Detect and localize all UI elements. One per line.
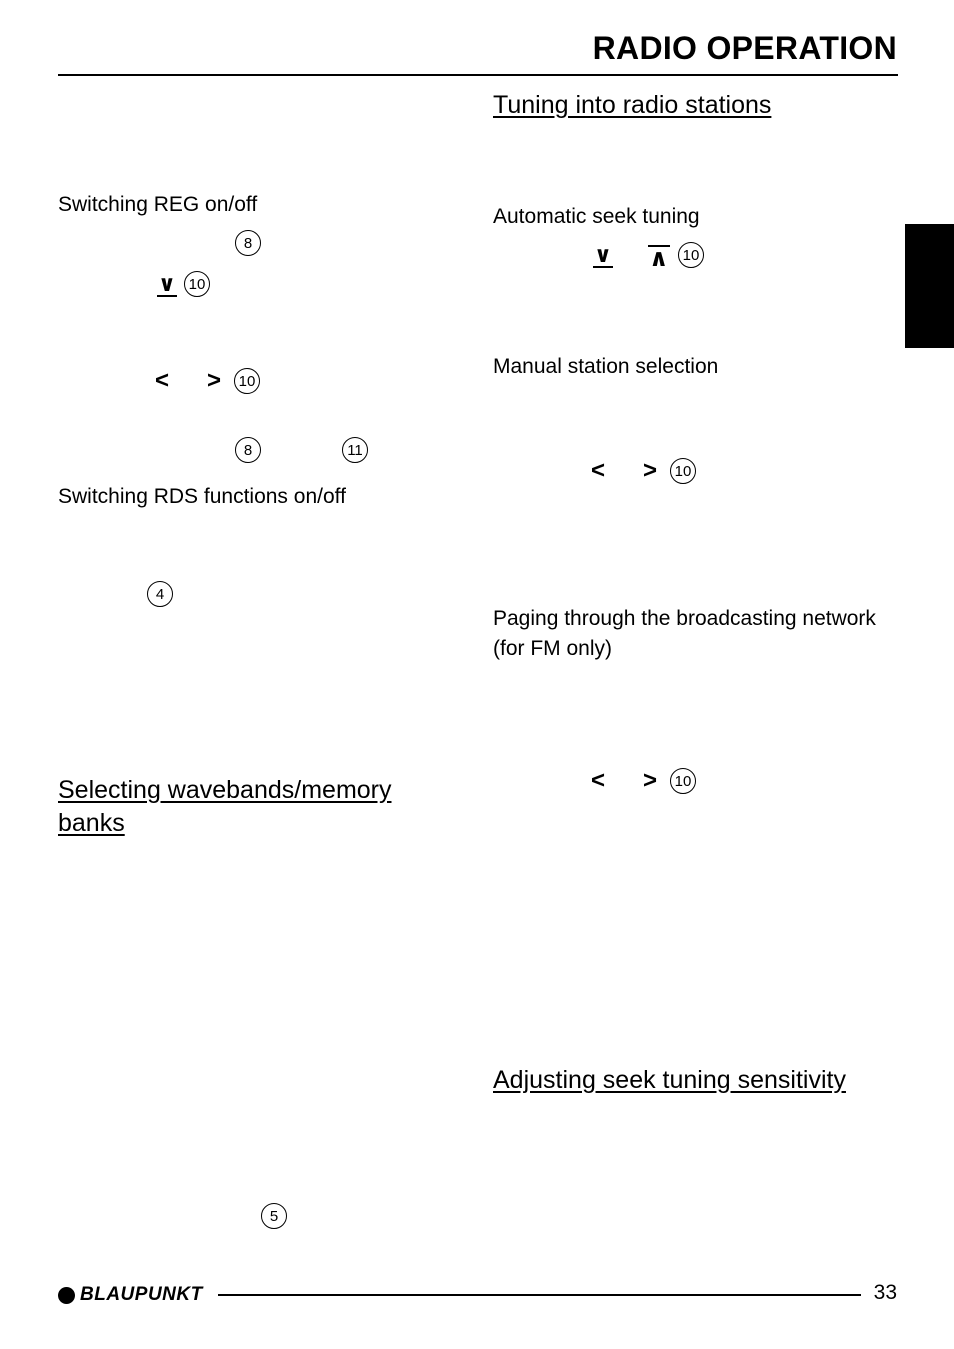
left-arrow-icon: < [591,767,606,794]
heading-manual-selection: Manual station selection [493,355,719,378]
brand-name: BLAUPUNKT [80,1284,203,1305]
down-arrow-icon: ∨ [594,242,612,267]
section-tab-marker [905,224,954,348]
left-arrow-icon: < [591,457,606,484]
brand-logo [58,1284,203,1306]
ref-circle-10: 10 [234,368,260,394]
ref-circle-10: 10 [670,768,696,794]
ref-circle-10: 10 [184,271,210,297]
heading-paging-network: Paging through the broadcasting network (for FM only) [493,607,876,660]
header-rule [58,74,898,76]
up-arrow-icon: ∧ [649,245,669,272]
ref-circle-11: 11 [342,437,368,463]
ref-circle-5: 5 [261,1203,287,1229]
right-arrow-icon: > [207,367,222,394]
ref-circle-10: 10 [670,458,696,484]
heading-automatic-seek: Automatic seek tuning [493,205,700,228]
heading-switching-reg: Switching REG on/off [58,193,258,216]
ref-circle-4: 4 [147,581,173,607]
ref-circle-8: 8 [235,230,261,256]
logo-dot-icon [58,1287,75,1304]
page-title: RADIO OPERATION [592,30,897,66]
heading-selecting-wavebands: Selecting wavebands/memory banks [58,776,392,837]
footer-rule [218,1294,861,1296]
page-number: 33 [873,1281,897,1304]
left-arrow-icon: < [155,367,170,394]
right-arrow-icon: > [643,457,658,484]
heading-adjusting-sensitivity: Adjusting seek tuning sensitivity [493,1066,846,1094]
down-arrow-icon: ∨ [158,271,176,296]
right-arrow-icon: > [643,767,658,794]
heading-tuning-radio-stations: Tuning into radio stations [493,91,772,119]
ref-circle-10: 10 [678,242,704,268]
ref-circle-8: 8 [235,437,261,463]
heading-switching-rds: Switching RDS functions on/off [58,485,346,508]
